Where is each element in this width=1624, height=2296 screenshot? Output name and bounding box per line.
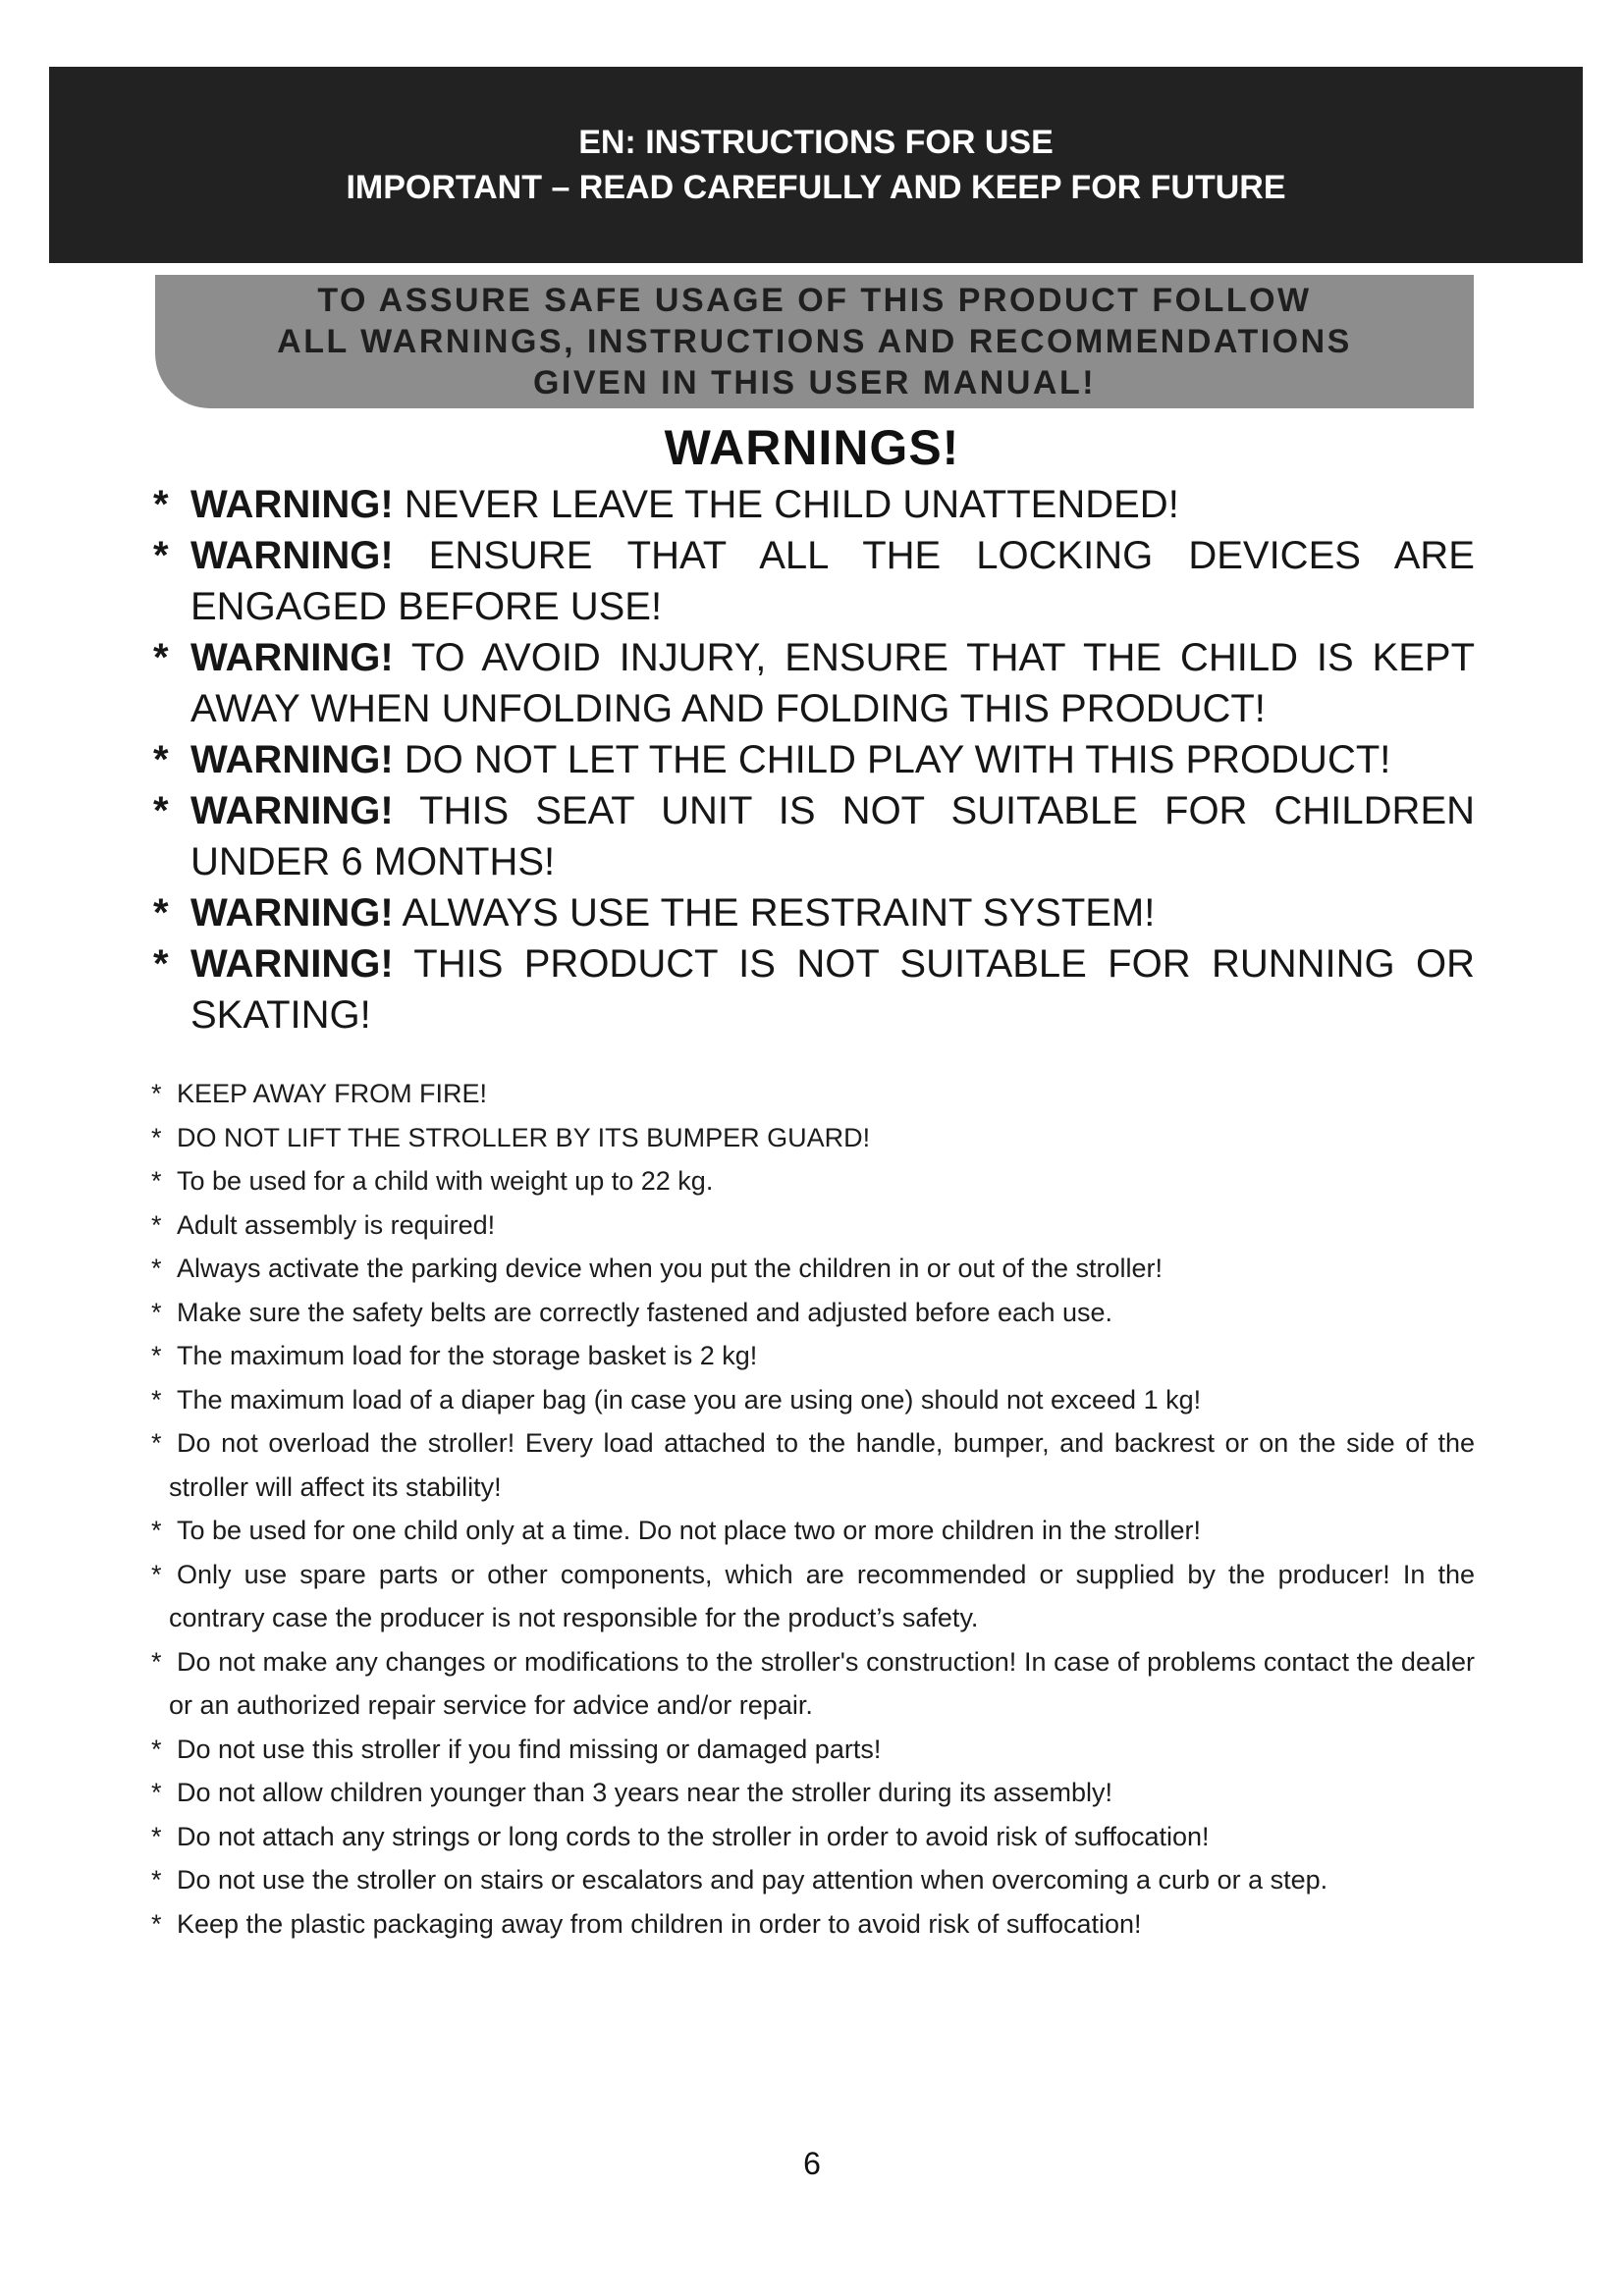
- page-number: 6: [803, 2146, 821, 2181]
- general-warning-text: DO NOT LIFT THE STROLLER BY ITS BUMPER GUARD!: [177, 1122, 871, 1152]
- general-warning-text: Do not use the stroller on stairs or escalators and pay attention when overcoming a curb or a step.: [177, 1865, 1328, 1895]
- bullet-star: *: [151, 1297, 162, 1327]
- notice-line: ALL WARNINGS, INSTRUCTIONS AND RECOMMENDATIONS: [277, 323, 1352, 360]
- general-warning-text: Do not attach any strings or long cords to the stroller in order to avoid risk of suffocation!: [177, 1821, 1210, 1851]
- notice-line: TO ASSURE SAFE USAGE OF THIS PRODUCT FOLLOW: [317, 282, 1312, 319]
- general-warning-text: To be used for a child with weight up to 22 kg.: [177, 1166, 714, 1196]
- general-warning-item: [147, 1640, 1475, 1728]
- bullet-star: *: [153, 789, 169, 832]
- major-warning-item: [147, 734, 1475, 785]
- general-warning-text: Keep the plastic packaging away from children in order to avoid risk of suffocation!: [177, 1908, 1142, 1939]
- general-warning-text: Always activate the parking device when you put the children in or out of the stroller!: [177, 1254, 1164, 1283]
- notice-line: GIVEN IN THIS USER MANUAL!: [532, 364, 1097, 401]
- general-warning-item: [147, 1247, 1475, 1291]
- warning-label: WARNING!: [190, 483, 394, 526]
- general-warning-item: [147, 1159, 1475, 1203]
- general-warning-item: [147, 1815, 1475, 1859]
- bullet-star: *: [153, 483, 169, 526]
- general-warning-text: Adult assembly is required!: [177, 1209, 496, 1240]
- warning-label: WARNING!: [190, 942, 394, 986]
- warning-text: ALWAYS USE THE RESTRAINT SYSTEM!: [402, 891, 1156, 934]
- general-warning-item: [147, 1771, 1475, 1815]
- general-warning-text: Only use spare parts or other components, which are recommended or supplied by the producer! In the contrary case the producer is not responsible for the product’s safety.: [169, 1559, 1475, 1632]
- general-warning-text: Make sure the safety belts are correctly fastened and adjusted before each use.: [177, 1297, 1113, 1327]
- general-warning-item: [147, 1421, 1475, 1509]
- bullet-star: *: [151, 1908, 162, 1939]
- bullet-star: *: [151, 1559, 162, 1589]
- general-warning-item: [147, 1203, 1475, 1248]
- bullet-star: *: [151, 1079, 162, 1108]
- bullet-star: *: [153, 738, 169, 781]
- safety-notice-box: [155, 275, 1474, 408]
- general-warning-item: [147, 1553, 1475, 1640]
- bullet-star: *: [151, 1778, 162, 1807]
- general-warning-item: [147, 1116, 1475, 1160]
- general-warning-text: Do not use this stroller if you find missing or damaged parts!: [177, 1734, 882, 1764]
- warnings-heading: WARNINGS!: [664, 420, 960, 475]
- major-warning-item: [147, 785, 1475, 887]
- general-warning-item: [147, 1509, 1475, 1553]
- warning-label: WARNING!: [190, 738, 394, 781]
- bullet-star: *: [151, 1734, 162, 1764]
- bullet-star: *: [151, 1166, 162, 1196]
- major-warnings-list: [147, 479, 1475, 1041]
- bullet-star: *: [151, 1865, 162, 1895]
- major-warning-item: [147, 479, 1475, 530]
- general-warning-text: KEEP AWAY FROM FIRE!: [177, 1079, 488, 1108]
- bullet-star: *: [151, 1122, 162, 1152]
- general-warning-item: [147, 1291, 1475, 1335]
- bullet-star: *: [151, 1821, 162, 1851]
- bullet-star: *: [151, 1516, 162, 1545]
- general-warning-text: Do not make any changes or modifications to the stroller's construction! In case of problems contact the dealer or an authorized repair service for advice and/or repair.: [169, 1646, 1475, 1720]
- general-warning-item: [147, 1334, 1475, 1378]
- bullet-star: *: [151, 1428, 162, 1458]
- warning-text: NEVER LEAVE THE CHILD UNATTENDED!: [404, 483, 1179, 526]
- header-bar: [49, 67, 1583, 263]
- general-warning-item: [147, 1902, 1475, 1947]
- major-warning-item: [147, 632, 1475, 734]
- header-title: EN: INSTRUCTIONS FOR USE: [578, 124, 1054, 161]
- warning-label: WARNING!: [190, 636, 394, 679]
- bullet-star: *: [151, 1254, 162, 1283]
- bullet-star: *: [153, 891, 169, 934]
- general-warning-text: To be used for one child only at a time. Do not place two or more children in the stroller!: [177, 1516, 1202, 1545]
- general-warning-item: [147, 1858, 1475, 1902]
- warning-text: TO AVOID INJURY, ENSURE THAT THE CHILD IS KEPT AWAY WHEN UNFOLDING AND FOLDING THIS PRODUCT!: [190, 636, 1476, 730]
- general-warning-item: [147, 1728, 1475, 1772]
- major-warning-item: [147, 887, 1475, 938]
- header-subtitle: IMPORTANT – READ CAREFULLY AND KEEP FOR FUTURE: [346, 169, 1286, 206]
- warning-text: ENSURE THAT ALL THE LOCKING DEVICES ARE ENGAGED BEFORE USE!: [190, 534, 1475, 628]
- warning-text: DO NOT LET THE CHILD PLAY WITH THIS PRODUCT!: [404, 738, 1391, 781]
- bullet-star: *: [153, 636, 169, 679]
- general-warning-text: Do not overload the stroller! Every load attached to the handle, bumper, and backrest or on the side of the stroller will affect its stability!: [169, 1428, 1475, 1502]
- warning-label: WARNING!: [190, 891, 394, 934]
- major-warning-item: [147, 530, 1475, 632]
- general-warning-text: The maximum load of a diaper bag (in case you are using one) should not exceed 1 kg!: [177, 1384, 1202, 1415]
- major-warning-item: [147, 938, 1475, 1041]
- warning-label: WARNING!: [190, 789, 394, 832]
- general-warnings-list: [147, 1072, 1475, 1946]
- bullet-star: *: [151, 1384, 162, 1415]
- general-warning-text: Do not allow children younger than 3 years near the stroller during its assembly!: [177, 1778, 1112, 1807]
- general-warning-item: [147, 1072, 1475, 1116]
- warning-text: THIS SEAT UNIT IS NOT SUITABLE FOR CHILDREN UNDER 6 MONTHS!: [190, 789, 1476, 883]
- general-warning-text: The maximum load for the storage basket is 2 kg!: [177, 1341, 758, 1370]
- bullet-star: *: [153, 534, 169, 577]
- bullet-star: *: [151, 1646, 162, 1677]
- bullet-star: *: [151, 1209, 162, 1240]
- bullet-star: *: [151, 1341, 162, 1370]
- general-warning-item: [147, 1378, 1475, 1422]
- bullet-star: *: [153, 942, 169, 986]
- warning-text: THIS PRODUCT IS NOT SUITABLE FOR RUNNING OR SKATING!: [190, 942, 1476, 1037]
- warning-label: WARNING!: [190, 534, 394, 577]
